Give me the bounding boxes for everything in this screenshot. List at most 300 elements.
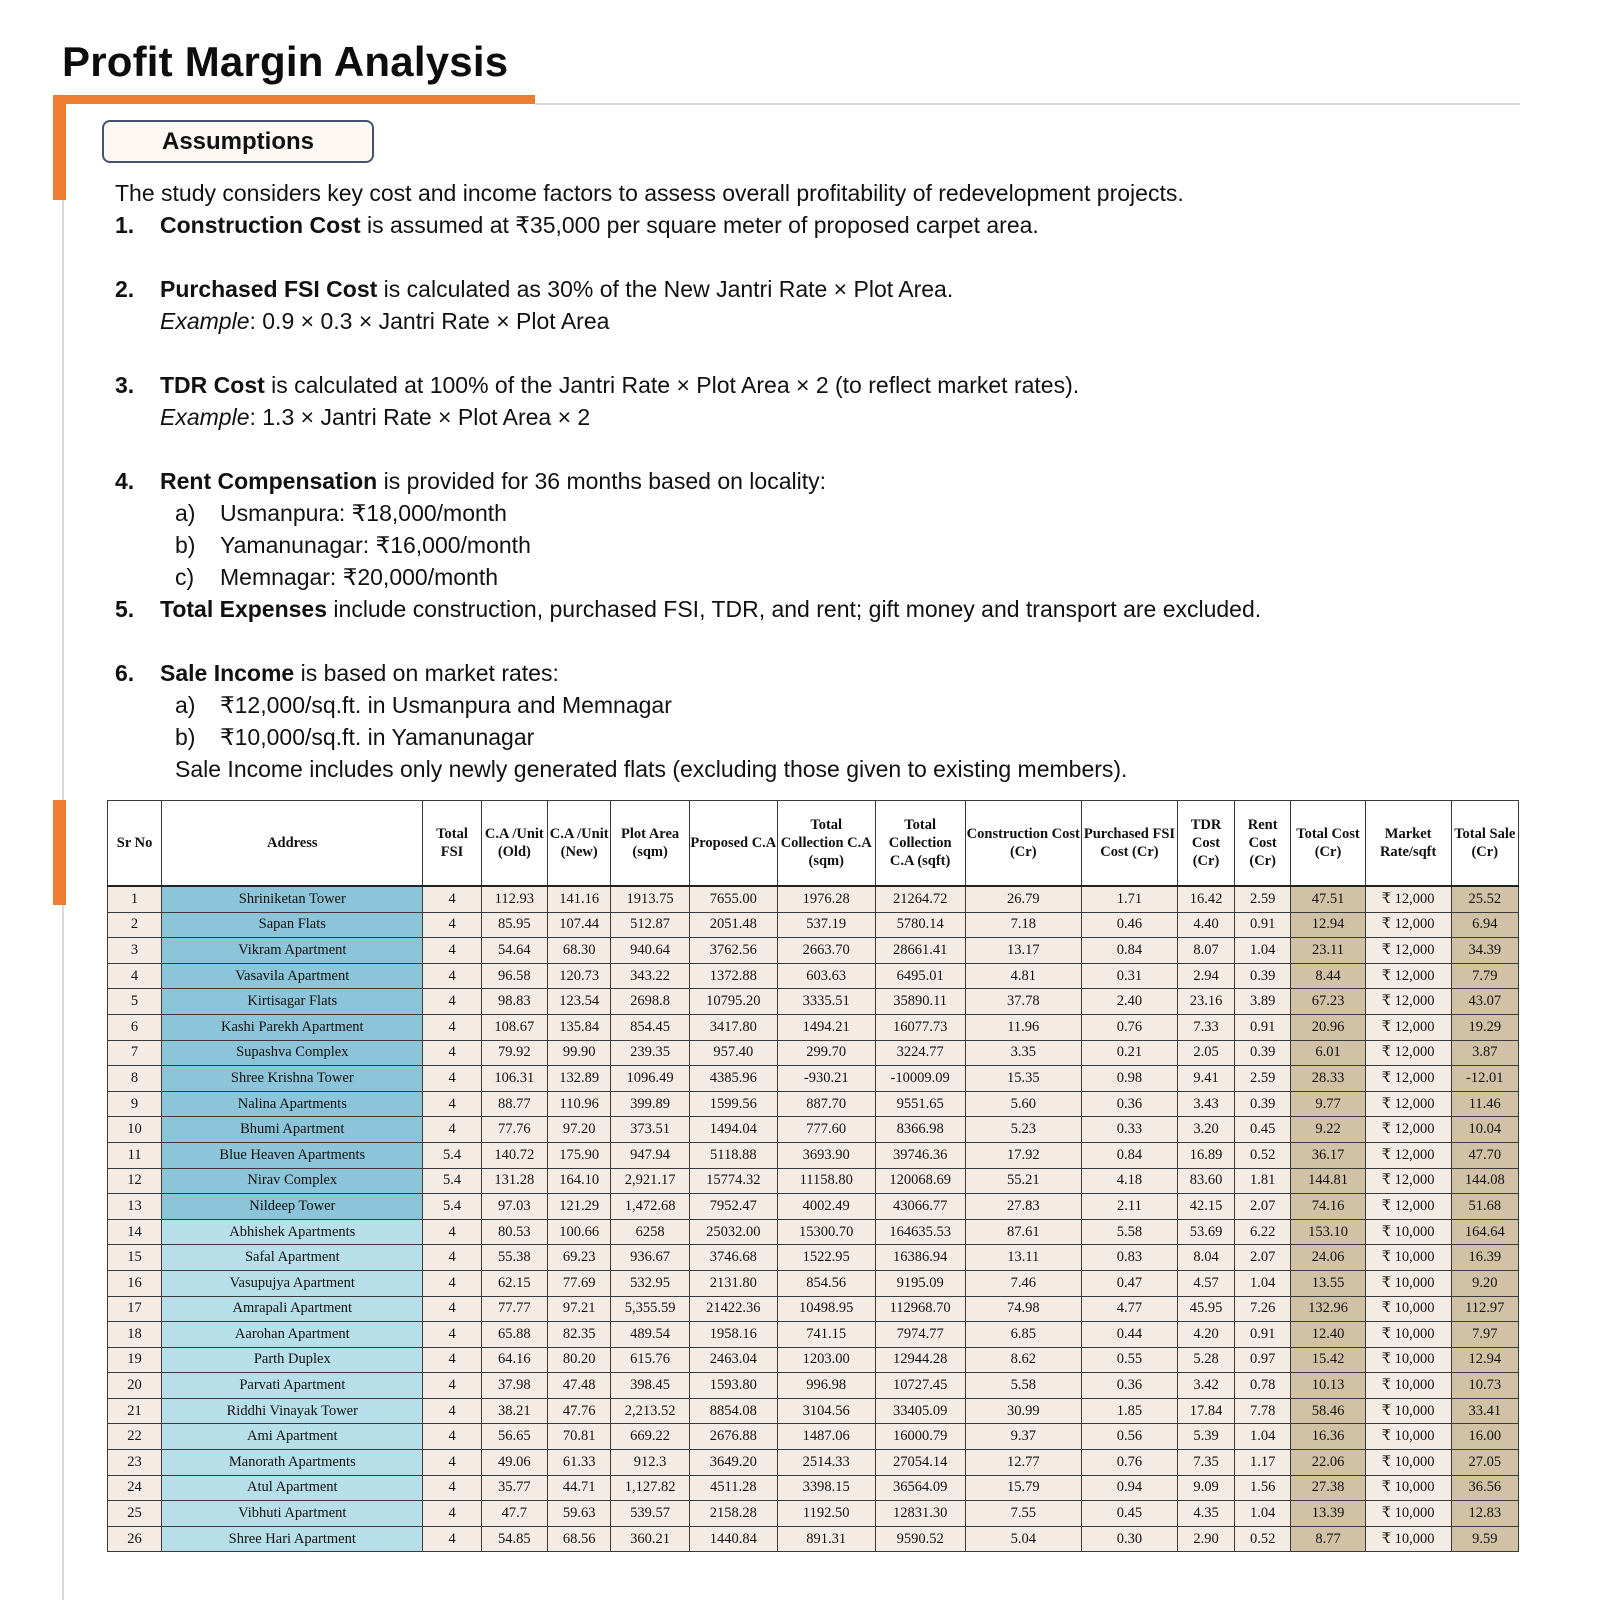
table-cell: ₹ 10,000	[1365, 1347, 1451, 1373]
table-cell: ₹ 10,000	[1365, 1450, 1451, 1476]
column-header: Total Collection C.A (sqm)	[777, 801, 875, 887]
table-cell: 2.11	[1081, 1194, 1177, 1220]
table-cell: 7655.00	[689, 886, 777, 912]
table-cell: 35890.11	[875, 989, 965, 1015]
table-cell: 5780.14	[875, 912, 965, 938]
table-cell: 4	[423, 1014, 481, 1040]
table-cell: 3104.56	[777, 1398, 875, 1424]
table-cell: 68.56	[548, 1526, 611, 1552]
table-cell: 4511.28	[689, 1475, 777, 1501]
table-cell: 56.65	[481, 1424, 547, 1450]
table-cell: 4	[423, 1296, 481, 1322]
table-cell: 5.4	[423, 1142, 481, 1168]
table-cell: 1.04	[1235, 1270, 1291, 1296]
table-cell: 3762.56	[689, 938, 777, 964]
table-cell: 4	[423, 1501, 481, 1527]
table-cell: 0.21	[1081, 1040, 1177, 1066]
table-row	[108, 912, 1519, 938]
table-cell: ₹ 12,000	[1365, 1091, 1451, 1117]
table-cell: 4	[423, 1270, 481, 1296]
table-cell: 5	[108, 989, 162, 1015]
assumption-4-sub-a: a) Usmanpura: ₹18,000/month	[175, 500, 507, 526]
table-cell: 1494.04	[689, 1117, 777, 1143]
table-cell: 2	[108, 912, 162, 938]
table-cell: 97.03	[481, 1194, 547, 1220]
table-cell: 0.91	[1235, 912, 1291, 938]
table-cell: 936.67	[611, 1245, 690, 1271]
table-cell: 1096.49	[611, 1066, 690, 1092]
table-cell: 16	[108, 1270, 162, 1296]
table-cell: 58.46	[1291, 1398, 1366, 1424]
table-cell: 4	[423, 1526, 481, 1552]
table-row	[108, 1475, 1519, 1501]
table-cell: Abhishek Apartments	[162, 1219, 423, 1245]
table-cell: Nildeep Tower	[162, 1194, 423, 1220]
table-cell: 0.56	[1081, 1424, 1177, 1450]
table-cell: 12	[108, 1168, 162, 1194]
table-cell: 16.39	[1451, 1245, 1518, 1271]
table-cell: 1.17	[1235, 1450, 1291, 1476]
assumption-item-1: 1. Construction Cost is assumed at ₹35,000 per square meter of proposed carpet area.	[115, 212, 1039, 238]
assumption-item-6: 6. Sale Income is based on market rates:	[115, 660, 559, 686]
table-cell: Safal Apartment	[162, 1245, 423, 1271]
table-cell: 112.97	[1451, 1296, 1518, 1322]
table-cell: 1440.84	[689, 1526, 777, 1552]
table-cell: 0.44	[1081, 1322, 1177, 1348]
table-cell: 2.07	[1235, 1194, 1291, 1220]
assumption-3-example: Example: 1.3 × Jantri Rate × Plot Area × 2	[160, 404, 591, 430]
table-cell: ₹ 12,000	[1365, 989, 1451, 1015]
table-cell: 0.36	[1081, 1091, 1177, 1117]
table-cell: 12.94	[1451, 1347, 1518, 1373]
table-cell: 12.77	[965, 1450, 1081, 1476]
column-header: Market Rate/sqft	[1365, 801, 1451, 887]
intro-text: The study considers key cost and income factors to assess overall profitability of redevelopment projects.	[115, 180, 1184, 206]
table-cell: 0.94	[1081, 1475, 1177, 1501]
table-cell: 65.88	[481, 1322, 547, 1348]
table-cell: 10.13	[1291, 1373, 1366, 1399]
table-cell: 1,127.82	[611, 1475, 690, 1501]
table-cell: 489.54	[611, 1322, 690, 1348]
table-cell: 1599.56	[689, 1091, 777, 1117]
table-cell: 37.98	[481, 1373, 547, 1399]
table-cell: 21422.36	[689, 1296, 777, 1322]
title-divider	[535, 103, 1520, 105]
table-cell: 4	[423, 1373, 481, 1399]
table-cell: 2.90	[1177, 1526, 1234, 1552]
assumptions-text	[115, 177, 1555, 785]
table-cell: ₹ 10,000	[1365, 1398, 1451, 1424]
table-cell: ₹ 12,000	[1365, 886, 1451, 912]
table-cell: 4	[108, 963, 162, 989]
table-cell: 5.04	[965, 1526, 1081, 1552]
assumption-item-3: 3. TDR Cost is calculated at 100% of the Jantri Rate × Plot Area × 2 (to reflect market rates).	[115, 372, 1080, 398]
table-cell: 4	[423, 1066, 481, 1092]
table-cell: ₹ 12,000	[1365, 1066, 1451, 1092]
table-cell: 4	[423, 1398, 481, 1424]
table-cell: 11.46	[1451, 1091, 1518, 1117]
column-header: TDR Cost (Cr)	[1177, 801, 1234, 887]
table-cell: Aarohan Apartment	[162, 1322, 423, 1348]
table-row	[108, 1526, 1519, 1552]
table-row	[108, 1398, 1519, 1424]
table-cell: 144.08	[1451, 1168, 1518, 1194]
table-cell: 537.19	[777, 912, 875, 938]
table-cell: 22.06	[1291, 1450, 1366, 1476]
table-cell: 6.94	[1451, 912, 1518, 938]
table-cell: 21264.72	[875, 886, 965, 912]
table-cell: 20	[108, 1373, 162, 1399]
table-cell: 1958.16	[689, 1322, 777, 1348]
table-cell: 7.46	[965, 1270, 1081, 1296]
table-cell: 82.35	[548, 1322, 611, 1348]
table-cell: 4	[423, 989, 481, 1015]
table-cell: 4002.49	[777, 1194, 875, 1220]
table-cell: 0.45	[1081, 1501, 1177, 1527]
table-cell: 141.16	[548, 886, 611, 912]
table-cell: 1522.95	[777, 1245, 875, 1271]
column-header: Rent Cost (Cr)	[1235, 801, 1291, 887]
table-cell: 887.70	[777, 1091, 875, 1117]
column-header: Total Sale (Cr)	[1451, 801, 1518, 887]
table-cell: 110.96	[548, 1091, 611, 1117]
table-cell: ₹ 12,000	[1365, 912, 1451, 938]
table-cell: 4	[423, 1040, 481, 1066]
table-cell: 19.29	[1451, 1014, 1518, 1040]
left-accent-bar-table	[53, 800, 66, 905]
table-cell: 5.28	[1177, 1347, 1234, 1373]
table-row	[108, 1322, 1519, 1348]
table-cell: 3.20	[1177, 1117, 1234, 1143]
table-cell: 0.55	[1081, 1347, 1177, 1373]
table-cell: 1487.06	[777, 1424, 875, 1450]
table-cell: 8.77	[1291, 1526, 1366, 1552]
table-cell: 3.43	[1177, 1091, 1234, 1117]
table-cell: 1372.88	[689, 963, 777, 989]
table-cell: 97.21	[548, 1296, 611, 1322]
table-cell: 1.71	[1081, 886, 1177, 912]
table-cell: 10	[108, 1117, 162, 1143]
table-cell: 2,921.17	[611, 1168, 690, 1194]
table-cell: 4	[423, 1117, 481, 1143]
table-cell: 61.33	[548, 1450, 611, 1476]
table-cell: 43.07	[1451, 989, 1518, 1015]
table-cell: 6.01	[1291, 1040, 1366, 1066]
table-cell: 54.64	[481, 938, 547, 964]
table-cell: 6495.01	[875, 963, 965, 989]
table-cell: 4	[423, 938, 481, 964]
table-cell: 13.17	[965, 938, 1081, 964]
table-cell: 74.98	[965, 1296, 1081, 1322]
table-cell: 2.94	[1177, 963, 1234, 989]
table-row	[108, 1501, 1519, 1527]
table-cell: 7.33	[1177, 1014, 1234, 1040]
table-cell: 19	[108, 1347, 162, 1373]
table-cell: Vibhuti Apartment	[162, 1501, 423, 1527]
table-cell: 54.85	[481, 1526, 547, 1552]
column-header: Proposed C.A	[689, 801, 777, 887]
table-cell: 4.35	[1177, 1501, 1234, 1527]
table-cell: 87.61	[965, 1219, 1081, 1245]
table-cell: 7	[108, 1040, 162, 1066]
table-cell: 39746.36	[875, 1142, 965, 1168]
table-cell: 1203.00	[777, 1347, 875, 1373]
table-cell: Amrapali Apartment	[162, 1296, 423, 1322]
column-header: Total Collection C.A (sqft)	[875, 801, 965, 887]
table-cell: 85.95	[481, 912, 547, 938]
table-cell: 10795.20	[689, 989, 777, 1015]
table-row	[108, 1142, 1519, 1168]
table-cell: 669.22	[611, 1424, 690, 1450]
table-cell: 16.42	[1177, 886, 1234, 912]
table-cell: 10.04	[1451, 1117, 1518, 1143]
table-cell: 8.44	[1291, 963, 1366, 989]
table-row	[108, 1066, 1519, 1092]
table-cell: 5.23	[965, 1117, 1081, 1143]
table-cell: 47.70	[1451, 1142, 1518, 1168]
table-cell: 9.59	[1451, 1526, 1518, 1552]
table-row	[108, 963, 1519, 989]
table-cell: 23	[108, 1450, 162, 1476]
table-cell: 55.21	[965, 1168, 1081, 1194]
table-cell: 164.64	[1451, 1219, 1518, 1245]
table-cell: 164635.53	[875, 1219, 965, 1245]
table-cell: 1593.80	[689, 1373, 777, 1399]
table-cell: 7.18	[965, 912, 1081, 938]
table-cell: 4	[423, 1091, 481, 1117]
table-cell: Atul Apartment	[162, 1475, 423, 1501]
table-cell: 0.39	[1235, 1040, 1291, 1066]
table-cell: 16.89	[1177, 1142, 1234, 1168]
table-cell: 3.89	[1235, 989, 1291, 1015]
table-row	[108, 1296, 1519, 1322]
table-row	[108, 886, 1519, 912]
table-cell: 0.97	[1235, 1347, 1291, 1373]
table-cell: 3417.80	[689, 1014, 777, 1040]
table-cell: 42.15	[1177, 1194, 1234, 1220]
table-cell: 0.52	[1235, 1142, 1291, 1168]
table-cell: 0.78	[1235, 1373, 1291, 1399]
table-cell: 3.35	[965, 1040, 1081, 1066]
table-cell: 1,472.68	[611, 1194, 690, 1220]
table-cell: 2698.8	[611, 989, 690, 1015]
table-row	[108, 1219, 1519, 1245]
table-cell: 23.16	[1177, 989, 1234, 1015]
table-cell: 35.77	[481, 1475, 547, 1501]
table-cell: ₹ 10,000	[1365, 1219, 1451, 1245]
table-cell: 17	[108, 1296, 162, 1322]
table-cell: 98.83	[481, 989, 547, 1015]
table-cell: 17.84	[1177, 1398, 1234, 1424]
table-cell: 2676.88	[689, 1424, 777, 1450]
table-cell: Kirtisagar Flats	[162, 989, 423, 1015]
table-cell: 0.84	[1081, 1142, 1177, 1168]
table-cell: 996.98	[777, 1373, 875, 1399]
column-header: Total FSI	[423, 801, 481, 887]
table-cell: 45.95	[1177, 1296, 1234, 1322]
table-cell: 3649.20	[689, 1450, 777, 1476]
table-cell: 10.73	[1451, 1373, 1518, 1399]
table-cell: 912.3	[611, 1450, 690, 1476]
table-cell: 2158.28	[689, 1501, 777, 1527]
table-cell: 15.42	[1291, 1347, 1366, 1373]
table-cell: Parth Duplex	[162, 1347, 423, 1373]
table-cell: 13.39	[1291, 1501, 1366, 1527]
table-cell: 9.77	[1291, 1091, 1366, 1117]
table-cell: 132.96	[1291, 1296, 1366, 1322]
table-cell: 12831.30	[875, 1501, 965, 1527]
table-cell: 9	[108, 1091, 162, 1117]
table-cell: Parvati Apartment	[162, 1373, 423, 1399]
table-cell: ₹ 10,000	[1365, 1526, 1451, 1552]
table-cell: 0.46	[1081, 912, 1177, 938]
table-cell: 12.83	[1451, 1501, 1518, 1527]
table-cell: Riddhi Vinayak Tower	[162, 1398, 423, 1424]
table-cell: 5.60	[965, 1091, 1081, 1117]
table-cell: 2.40	[1081, 989, 1177, 1015]
table-cell: 4.20	[1177, 1322, 1234, 1348]
table-cell: 16000.79	[875, 1424, 965, 1450]
table-cell: 36564.09	[875, 1475, 965, 1501]
assumption-4-sub-b: b) Yamanunagar: ₹16,000/month	[175, 532, 531, 558]
table-cell: 83.60	[1177, 1168, 1234, 1194]
table-cell: 957.40	[689, 1040, 777, 1066]
table-cell: 0.91	[1235, 1322, 1291, 1348]
table-cell: 741.15	[777, 1322, 875, 1348]
table-cell: 1976.28	[777, 886, 875, 912]
table-cell: 106.31	[481, 1066, 547, 1092]
table-cell: 88.77	[481, 1091, 547, 1117]
table-cell: 15.35	[965, 1066, 1081, 1092]
table-cell: 121.29	[548, 1194, 611, 1220]
table-cell: 23.11	[1291, 938, 1366, 964]
table-cell: 164.10	[548, 1168, 611, 1194]
table-cell: 399.89	[611, 1091, 690, 1117]
table-cell: 62.15	[481, 1270, 547, 1296]
table-row	[108, 1424, 1519, 1450]
table-cell: 13.55	[1291, 1270, 1366, 1296]
table-cell: 0.31	[1081, 963, 1177, 989]
table-cell: 28661.41	[875, 938, 965, 964]
table-cell: 4.81	[965, 963, 1081, 989]
table-cell: 67.23	[1291, 989, 1366, 1015]
table-cell: 47.7	[481, 1501, 547, 1527]
table-cell: 603.63	[777, 963, 875, 989]
table-cell: 153.10	[1291, 1219, 1366, 1245]
table-cell: 3693.90	[777, 1142, 875, 1168]
table-cell: 49.06	[481, 1450, 547, 1476]
table-cell: 6.85	[965, 1322, 1081, 1348]
table-cell: ₹ 12,000	[1365, 938, 1451, 964]
table-cell: 4	[423, 1424, 481, 1450]
table-cell: 25032.00	[689, 1219, 777, 1245]
table-cell: 28.33	[1291, 1066, 1366, 1092]
table-cell: 7.78	[1235, 1398, 1291, 1424]
table-cell: 43066.77	[875, 1194, 965, 1220]
table-cell: 14	[108, 1219, 162, 1245]
table-cell: 4385.96	[689, 1066, 777, 1092]
table-cell: ₹ 12,000	[1365, 1168, 1451, 1194]
table-row	[108, 1194, 1519, 1220]
table-cell: 2.59	[1235, 886, 1291, 912]
table-cell: 30.99	[965, 1398, 1081, 1424]
table-cell: 615.76	[611, 1347, 690, 1373]
table-cell: 3398.15	[777, 1475, 875, 1501]
table-cell: 4.57	[1177, 1270, 1234, 1296]
assumption-6-sub-b: b) ₹10,000/sq.ft. in Yamanunagar	[175, 724, 535, 750]
assumption-2-example: Example: 0.9 × 0.3 × Jantri Rate × Plot Area	[160, 308, 610, 334]
table-cell: 8.62	[965, 1347, 1081, 1373]
table-cell: 4	[423, 963, 481, 989]
table-cell: 36.17	[1291, 1142, 1366, 1168]
table-row	[108, 938, 1519, 964]
table-cell: ₹ 12,000	[1365, 963, 1451, 989]
table-cell: 7952.47	[689, 1194, 777, 1220]
table-cell: 77.77	[481, 1296, 547, 1322]
column-header: Total Cost (Cr)	[1291, 801, 1366, 887]
table-cell: 8366.98	[875, 1117, 965, 1143]
table-cell: 144.81	[1291, 1168, 1366, 1194]
table-cell: 21	[108, 1398, 162, 1424]
table-cell: 1494.21	[777, 1014, 875, 1040]
table-body	[108, 886, 1519, 1552]
table-cell: 131.28	[481, 1168, 547, 1194]
table-cell: 53.69	[1177, 1219, 1234, 1245]
table-cell: 132.89	[548, 1066, 611, 1092]
table-cell: 398.45	[611, 1373, 690, 1399]
table-cell: 2463.04	[689, 1347, 777, 1373]
table-row	[108, 1091, 1519, 1117]
table-cell: Bhumi Apartment	[162, 1117, 423, 1143]
table-cell: 120068.69	[875, 1168, 965, 1194]
table-cell: 97.20	[548, 1117, 611, 1143]
table-header-row	[108, 801, 1519, 887]
table-cell: 4.18	[1081, 1168, 1177, 1194]
table-cell: 7.97	[1451, 1322, 1518, 1348]
table-cell: Shree Krishna Tower	[162, 1066, 423, 1092]
table-cell: 1.81	[1235, 1168, 1291, 1194]
table-cell: 2663.70	[777, 938, 875, 964]
table-cell: 343.22	[611, 963, 690, 989]
table-cell: 777.60	[777, 1117, 875, 1143]
table-cell: 1.04	[1235, 938, 1291, 964]
assumption-6-sub-a: a) ₹12,000/sq.ft. in Usmanpura and Memnagar	[175, 692, 672, 718]
table-cell: 47.48	[548, 1373, 611, 1399]
table-cell: 0.39	[1235, 1091, 1291, 1117]
table-cell: 55.38	[481, 1245, 547, 1271]
table-cell: 12.40	[1291, 1322, 1366, 1348]
column-header: Sr No	[108, 801, 162, 887]
table-cell: 69.23	[548, 1245, 611, 1271]
table-cell: 22	[108, 1424, 162, 1450]
table-cell: 3.42	[1177, 1373, 1234, 1399]
table-cell: Sapan Flats	[162, 912, 423, 938]
table-cell: 20.96	[1291, 1014, 1366, 1040]
table-cell: 17.92	[965, 1142, 1081, 1168]
table-cell: 8854.08	[689, 1398, 777, 1424]
table-cell: 80.20	[548, 1347, 611, 1373]
table-cell: 77.76	[481, 1117, 547, 1143]
table-cell: ₹ 12,000	[1365, 1117, 1451, 1143]
table-cell: 239.35	[611, 1040, 690, 1066]
table-cell: ₹ 12,000	[1365, 1194, 1451, 1220]
table-row	[108, 1270, 1519, 1296]
table-cell: 13	[108, 1194, 162, 1220]
table-cell: 12.94	[1291, 912, 1366, 938]
table-cell: ₹ 10,000	[1365, 1475, 1451, 1501]
table-cell: 4	[423, 1475, 481, 1501]
table-cell: 891.31	[777, 1526, 875, 1552]
